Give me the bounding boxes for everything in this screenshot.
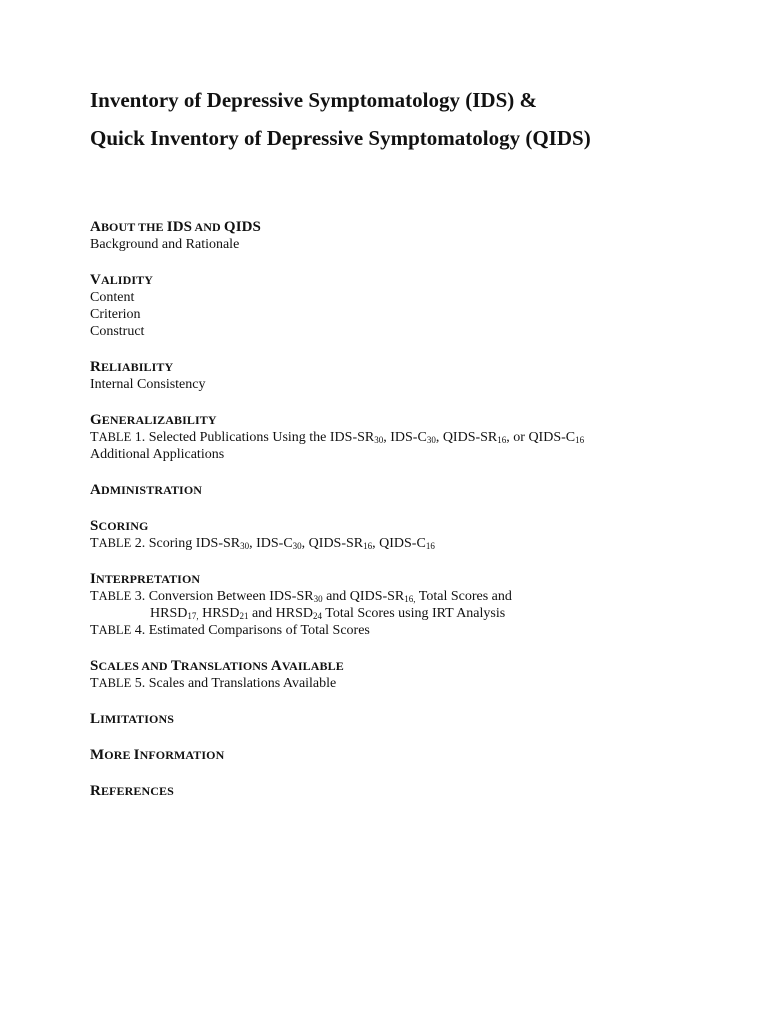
toc-item-table-2[interactable]: TABLE 2. Scoring IDS-$SR_{30}$, IDS-$C_{30}$, QIDS-$SR_{16}$, QIDS-$C_{16}$ [90,536,435,551]
toc-item-internal-consistency[interactable]: Internal Consistency [90,377,206,392]
toc-section-interpretation [90,570,730,639]
document-title-line-2: Quick Inventory of Depressive Symptomatology (QIDS) [90,126,591,150]
document-title-line-1: Inventory of Depressive Symptomatology (IDS) & [90,88,537,112]
toc-item-table-3-continued[interactable]: $HRSD_{17,}$ $HRSD_{21}$ and $HRSD_{24}$ Total Scores using IRT Analysis [150,606,506,621]
document-page [90,86,730,818]
toc-item-table-4[interactable]: TABLE 4. Estimated Comparisons of Total Scores [90,623,370,638]
toc-item-criterion[interactable]: Criterion [90,307,141,322]
table-of-contents [90,218,730,800]
toc-heading-interpretation[interactable]: INTERPRETATION [90,571,201,587]
toc-heading-validity[interactable]: VALIDITY [90,272,153,288]
toc-section-more-information [90,746,730,764]
toc-item-content[interactable]: Content [90,290,135,305]
toc-heading-reliability[interactable]: RELIABILITY [90,359,174,375]
toc-heading-scoring[interactable]: SCORING [90,518,149,534]
toc-section-references [90,782,730,800]
toc-heading-limitations[interactable]: LIMITATIONS [90,711,175,727]
toc-section-generalizability [90,411,730,463]
toc-section-scales-translations [90,657,730,692]
toc-item-table-1[interactable]: TABLE 1. Selected Publications Using the IDS-$SR_{30}$, IDS-$C_{30}$, QIDS-$SR_{16}$, or QIDS-$C_{16}$ [90,430,585,445]
toc-section-validity [90,271,730,340]
toc-section-about [90,218,730,253]
toc-section-reliability [90,358,730,393]
toc-heading-scales-translations[interactable]: SCALES AND TRANSLATIONS AVAILABLE [90,658,344,674]
toc-heading-administration[interactable]: ADMINISTRATION [90,482,203,498]
toc-heading-about[interactable]: ABOUT THE IDS AND QIDS [90,219,262,235]
toc-heading-more-information[interactable]: MORE INFORMATION [90,747,225,763]
toc-item-table-3[interactable]: TABLE 3. Conversion Between IDS-$SR_{30}$ and QIDS-$SR_{16,}$ Total Scores and [90,589,512,604]
toc-item-table-5[interactable]: TABLE 5. Scales and Translations Available [90,676,337,691]
toc-item-construct[interactable]: Construct [90,324,145,339]
toc-section-administration [90,481,730,499]
toc-section-scoring [90,517,730,552]
toc-section-limitations [90,710,730,728]
toc-heading-references[interactable]: REFERENCES [90,783,174,799]
toc-heading-generalizability[interactable]: GENERALIZABILITY [90,412,217,428]
toc-item-background[interactable]: Background and Rationale [90,237,240,252]
toc-item-additional-applications[interactable]: Additional Applications [90,447,225,462]
